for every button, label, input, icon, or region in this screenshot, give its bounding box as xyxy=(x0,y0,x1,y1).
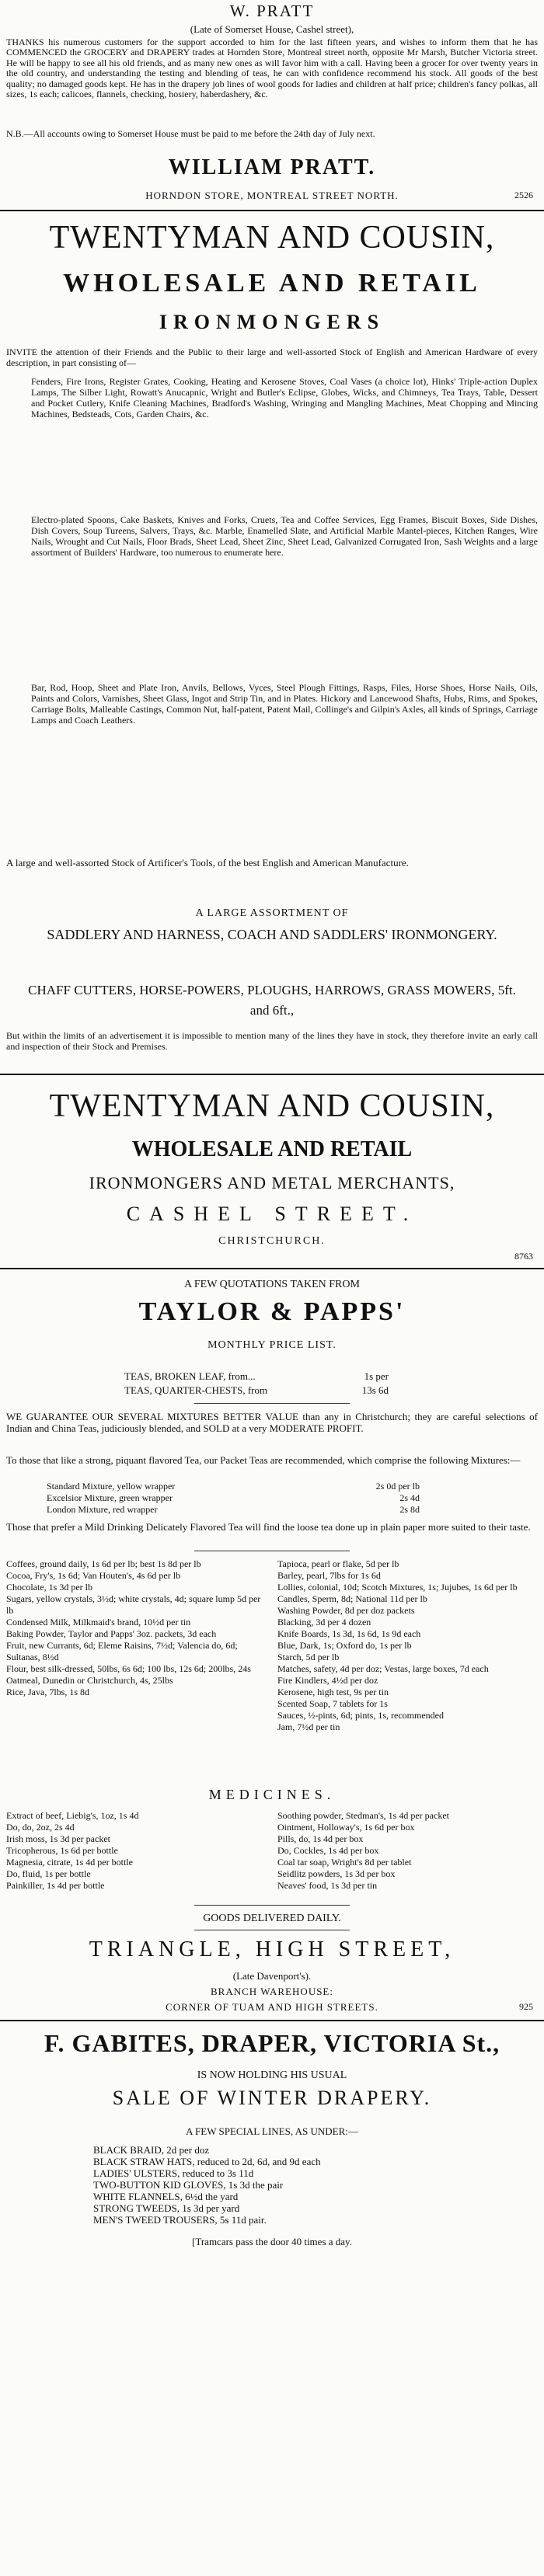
gabites-holding: IS NOW HOLDING HIS USUAL xyxy=(197,2070,347,2081)
medicine-item: Do, do, 2oz, 2s 4d xyxy=(6,1822,75,1833)
twentyman-intro: INVITE the attention of their Friends and the Public to their large and well-assorted Stock of English and American Hardware of every description, in part consisting of— xyxy=(6,346,538,368)
medicine-item: Magnesia, citrate, 1s 4d per bottle xyxy=(6,1857,133,1868)
price-item: Cocoa, Fry's, 1s 6d; Van Houten's, 4s 6d per lb xyxy=(6,1570,181,1581)
gabites-line: TWO-BUTTON KID GLOVES, 1s 3d the pair xyxy=(93,2179,284,2191)
twentyman-subtitle-2: WHOLESALE AND RETAIL xyxy=(131,1137,413,1161)
medicine-column-right xyxy=(277,1810,538,1892)
price-item: Washing Powder, 8d per doz packets xyxy=(277,1605,415,1616)
medicine-item: Ointment, Holloway's, 1s 6d per box xyxy=(277,1822,415,1833)
taylor-ref: 925 xyxy=(519,2001,533,2012)
price-item: Starch, 5d per lb xyxy=(277,1652,340,1662)
tea-1-price: 1s per xyxy=(364,1370,389,1382)
price-item: Blacking, 3d per 4 dozen xyxy=(277,1617,371,1627)
mixture-row xyxy=(47,1492,420,1504)
twentyman-block-3: Bar, Rod, Hoop, Sheet and Plate Iron, Anvils, Bellows, Vyces, Steel Plough Fittings, Rasps, Files, Horse Shoes, Horse Nails, Oils, Paints and Colors, Varnishes, Sheet Glass, Ingot and Strip Tin, and in Plates. Hickory and Lancewood Shafts, Hubs, Rims, and Spokes, Carriage Bolts, Malleable Castings, Common Nut, half-patent, Patent Mail, Collinge's and Gilpin's Axles, all kinds of Springs, Carriage Lamps and Coach Leathers. xyxy=(31,682,538,726)
taylor-list-title: MONTHLY PRICE LIST. xyxy=(207,1339,337,1351)
pratt-ref: 2526 xyxy=(514,190,533,200)
pratt-name: WILLIAM PRATT. xyxy=(168,155,376,179)
gabites-line: BLACK STRAW HATS, reduced to 2d, 6d, and 9d each xyxy=(93,2156,321,2167)
price-item: Flour, best silk-dressed, 50lbs, 6s 6d; 100 lbs, 12s 6d; 200lbs, 24s xyxy=(6,1663,251,1674)
medicine-item: Soothing powder, Stedman's, 1s 4d per packet xyxy=(277,1810,449,1821)
twentyman-subtitle: WHOLESALE AND RETAIL xyxy=(63,269,481,298)
gabites-lines xyxy=(93,2144,513,2226)
price-item: Oatmeal, Dunedin or Christchurch, 4s, 25lbs xyxy=(6,1675,173,1686)
short-divider xyxy=(194,1905,350,1906)
twentyman-block-1: Fenders, Fire Irons, Register Grates, Cooking, Heating and Kerosene Stoves, Coal Vases (a choice lot), Hinks' Triple-action Duplex Lamps, The Silber Light, Rowatt's Anucapnic, Wright and Butler's Eclipse, Globes, Wicks, and Chimneys, Tea Trays, Table, Dessert and Pocket Cutlery, Knife Cleaning Machines, Bradford's Washing, Wringing and Mangling Machines, Meat Chopping and Mincing Machines, Bedsteads, Cots, Garden Chairs, &c. xyxy=(31,376,538,419)
gabites-line: WHITE FLANNELS, 6½d the yard xyxy=(93,2191,239,2202)
price-item: Fruit, new Currants, 6d; Eleme Raisins, 7½d; Valencia do, 6d; Sultanas, 8½d xyxy=(6,1640,238,1662)
twentyman-street: CASHEL STREET. xyxy=(126,1203,418,1225)
divider xyxy=(0,1074,544,1075)
medicine-item: Neaves' food, 1s 3d per tin xyxy=(277,1880,378,1891)
mixture-name: London Mixture, red wrapper xyxy=(47,1504,158,1515)
mixture-name: Standard Mixture, yellow wrapper xyxy=(47,1481,176,1492)
twentyman-block-4: A large and well-assorted Stock of Artificer's Tools, of the best English and American Manufacture. xyxy=(6,857,409,869)
price-column-left xyxy=(6,1558,267,1733)
divider xyxy=(0,210,544,211)
taylor-guarantee: WE GUARANTEE OUR SEVERAL MIXTURES BETTER VALUE than any in Christchurch; they are careful selections of Indian and China Teas, judiciously blended, and SOLD at a very MODERATE PROFIT. xyxy=(6,1411,538,1434)
taylor-delivery: GOODS DELIVERED DAILY. xyxy=(203,1913,341,1924)
medicine-item: Pills, do, 1s 4d per box xyxy=(277,1833,364,1844)
price-item: Chocolate, 1s 3d per lb xyxy=(6,1582,92,1593)
twentyman-saddlery: SADDLERY AND HARNESS, COACH AND SADDLERS' IRONMONGERY. xyxy=(47,927,497,942)
mixture-list xyxy=(47,1481,420,1516)
price-item: Blue, Dark, 1s; Oxford do, 1s per lb xyxy=(277,1640,412,1651)
mixture-price: 2s 0d per lb xyxy=(375,1481,420,1492)
twentyman-limits: But within the limits of an advertisement it is impossible to mention many of the lines they have in stock, they therefore invite an early call and inspection of their Stock and Premises. xyxy=(6,1030,538,1052)
medicine-item: Irish moss, 1s 3d per packet xyxy=(6,1833,110,1844)
taylor-address-title: TRIANGLE, HIGH STREET, xyxy=(89,1937,455,1962)
price-item: Rice, Java, 7lbs, 1s 8d xyxy=(6,1687,89,1697)
twentyman-chaff: CHAFF CUTTERS, HORSE-POWERS, PLOUGHS, HARROWS, GRASS MOWERS, 5ft. and 6ft., xyxy=(28,983,516,1018)
medicines-title: MEDICINES. xyxy=(208,1787,336,1802)
gabites-lines-title: A FEW SPECIAL LINES, AS UNDER:— xyxy=(186,2125,358,2137)
price-item: Sauces, ½-pints, 6d; pints, 1s, recommended xyxy=(277,1710,444,1721)
price-item: Candles, Sperm, 8d; National 11d per lb xyxy=(277,1593,427,1604)
price-item: Kerosene, high test, 9s per tin xyxy=(277,1687,389,1697)
gabites-trams: [Tramcars pass the door 40 times a day. xyxy=(192,2236,352,2247)
mixture-row xyxy=(47,1504,420,1516)
price-item: Coffees, ground daily, 1s 6d per lb; best 1s 8d per lb xyxy=(6,1558,201,1569)
gabites-line: MEN'S TWEED TROUSERS, 5s 11d pair. xyxy=(93,2214,267,2226)
tea-row-2 xyxy=(124,1384,389,1397)
gabites-line: BLACK BRAID, 2d per doz xyxy=(93,2144,210,2156)
taylor-corner: CORNER OF TUAM AND HIGH STREETS. xyxy=(166,2001,378,2013)
medicine-item: Coal tar soap, Wright's 8d per tablet xyxy=(277,1857,412,1868)
short-divider xyxy=(194,1403,350,1404)
twentyman-trade: IRONMONGERS xyxy=(159,311,385,333)
taylor-recommend: To those that like a strong, piquant flavored Tea, our Packet Teas are recommended, which comprise the following Mixtures:— xyxy=(6,1454,521,1466)
price-item: Jam, 7½d per tin xyxy=(277,1721,340,1732)
mixture-row xyxy=(47,1481,420,1492)
taylor-late: (Late Davenport's). xyxy=(232,1970,312,1982)
price-item: Lollies, colonial, 10d; Scotch Mixtures, 1s; Jujubes, 1s 6d per lb xyxy=(277,1582,518,1593)
mixture-price: 2s 8d xyxy=(399,1504,420,1515)
mixture-name: Excelsior Mixture, green wrapper xyxy=(47,1492,173,1503)
twentyman-title: TWENTYMAN AND COUSIN, xyxy=(49,220,495,256)
twentyman-title-2: TWENTYMAN AND COUSIN, xyxy=(49,1088,495,1124)
price-item: Condensed Milk, Milkmaid's brand, 10½d per tin xyxy=(6,1617,191,1627)
price-column-right xyxy=(277,1558,538,1733)
twentyman-ref: 8763 xyxy=(514,1251,533,1262)
tea-2-price: 13s 6d xyxy=(361,1384,389,1396)
medicine-item: Do, Cockles, 1s 4d per box xyxy=(277,1845,379,1856)
medicine-columns xyxy=(6,1810,538,1892)
price-item: Tapioca, pearl or flake, 5d per lb xyxy=(277,1558,399,1569)
price-item: Knife Boards, 1s 3d, 1s 6d, 1s 9d each xyxy=(277,1628,421,1639)
tea-row-1 xyxy=(124,1370,389,1383)
price-item: Fire Kindlers, 4½d per doz xyxy=(277,1675,378,1686)
gabites-title: F. GABITES, DRAPER, VICTORIA St., xyxy=(44,2029,500,2057)
taylor-pre: A FEW QUOTATIONS TAKEN FROM xyxy=(184,1279,360,1290)
pratt-body: THANKS his numerous customers for the support accorded to him for the last fifteen years, and wishes to inform them that he has COMMENCED the GROCERY and DRAPERY trades at Hornden Store, Montreal street north, opposite Mr Marsh, Butcher Victoria street. He will be happy to see all his old friends, and as many new ones as will favor him with a call. Having been a grocer for over twenty years in the old country, and understanding the testing and blending of teas, he can with confidence recommend his stock. All goods of the best quality; no damaged goods kept. He has in the drapery job lines of wool goods for ladies and children at half price; children's fancy polkas, all sizes, 1s each; calicoes, flannels, checking, hosiery, haberdashery, &c. xyxy=(6,37,538,100)
taylor-branch: BRANCH WAREHOUSE: xyxy=(211,1986,333,1997)
divider xyxy=(0,1268,544,1269)
pratt-nb: N.B.—All accounts owing to Somerset House must be paid to me before the 24th day of July next. xyxy=(6,128,375,139)
medicine-item: Seidlitz powders, 1s 3d per box xyxy=(277,1868,396,1879)
gabites-sale: SALE OF WINTER DRAPERY. xyxy=(112,2087,432,2109)
taylor-mild: Those that prefer a Mild Drinking Delicately Flavored Tea will find the loose tea done up in plain paper more suited to their taste. xyxy=(6,1521,531,1533)
price-item: Sugars, yellow crystals, 3½d; white crystals, 4d; square lump 5d per lb xyxy=(6,1593,261,1616)
medicine-column-left xyxy=(6,1810,267,1892)
mixture-price: 2s 4d xyxy=(399,1492,420,1503)
medicine-item: Extract of beef, Liebig's, 1oz, 1s 4d xyxy=(6,1810,139,1821)
pratt-header: W. PRATT xyxy=(229,2,315,20)
twentyman-saddlery-pre: A LARGE ASSORTMENT OF xyxy=(195,907,349,919)
pratt-address: HORNDON STORE, MONTREAL STREET NORTH. xyxy=(145,190,399,201)
twentyman-block-2: Electro-plated Spoons, Cake Baskets, Knives and Forks, Cruets, Tea and Coffee Services, Egg Frames, Biscuit Boxes, Side Dishes, Dish Covers, Soup Tureens, Salvers, Trays, &c. Marble, Enamelled Slate, and Artificial Marble Mantel-pieces, Kitchen Ranges, Wire Nails, Wrought and Cut Nails, Floor Brads, Sheet Lead, Sheet Zinc, Sheet Lead, Galvanized Corrugated Iron, Sash Weights and a large assortment of Builders' Hardware, too numerous to enumerate here. xyxy=(31,514,538,558)
pratt-late: (Late of Somerset House, Cashel street), xyxy=(190,23,354,35)
price-item: Barley, pearl, 7lbs for 1s 6d xyxy=(277,1570,381,1581)
twentyman-trade-2: IRONMONGERS AND METAL MERCHANTS, xyxy=(89,1173,455,1192)
divider xyxy=(0,2020,544,2021)
tea-2-name: TEAS, QUARTER-CHESTS, from xyxy=(124,1384,268,1396)
price-item: Matches, safety, 4d per doz; Vestas, large boxes, 7d each xyxy=(277,1663,489,1674)
medicine-item: Painkiller, 1s 4d per bottle xyxy=(6,1880,105,1891)
medicine-item: Tricopherous, 1s 6d per bottle xyxy=(6,1845,118,1856)
medicine-item: Do, fluid, 1s per bottle xyxy=(6,1868,91,1879)
price-item: Scented Soap, 7 tablets for 1s xyxy=(277,1698,388,1709)
taylor-title: TAYLOR & PAPPS' xyxy=(138,1297,406,1326)
price-columns xyxy=(6,1558,538,1733)
twentyman-town: CHRISTCHURCH. xyxy=(218,1235,326,1247)
price-item: Baking Powder, Taylor and Papps' 3oz. packets, 3d each xyxy=(6,1628,217,1639)
gabites-line: STRONG TWEEDS, 1s 3d per yard xyxy=(93,2202,240,2214)
gabites-line: LADIES' ULSTERS, reduced to 3s 11d xyxy=(93,2167,254,2179)
tea-1-name: TEAS, BROKEN LEAF, from... xyxy=(124,1370,256,1382)
